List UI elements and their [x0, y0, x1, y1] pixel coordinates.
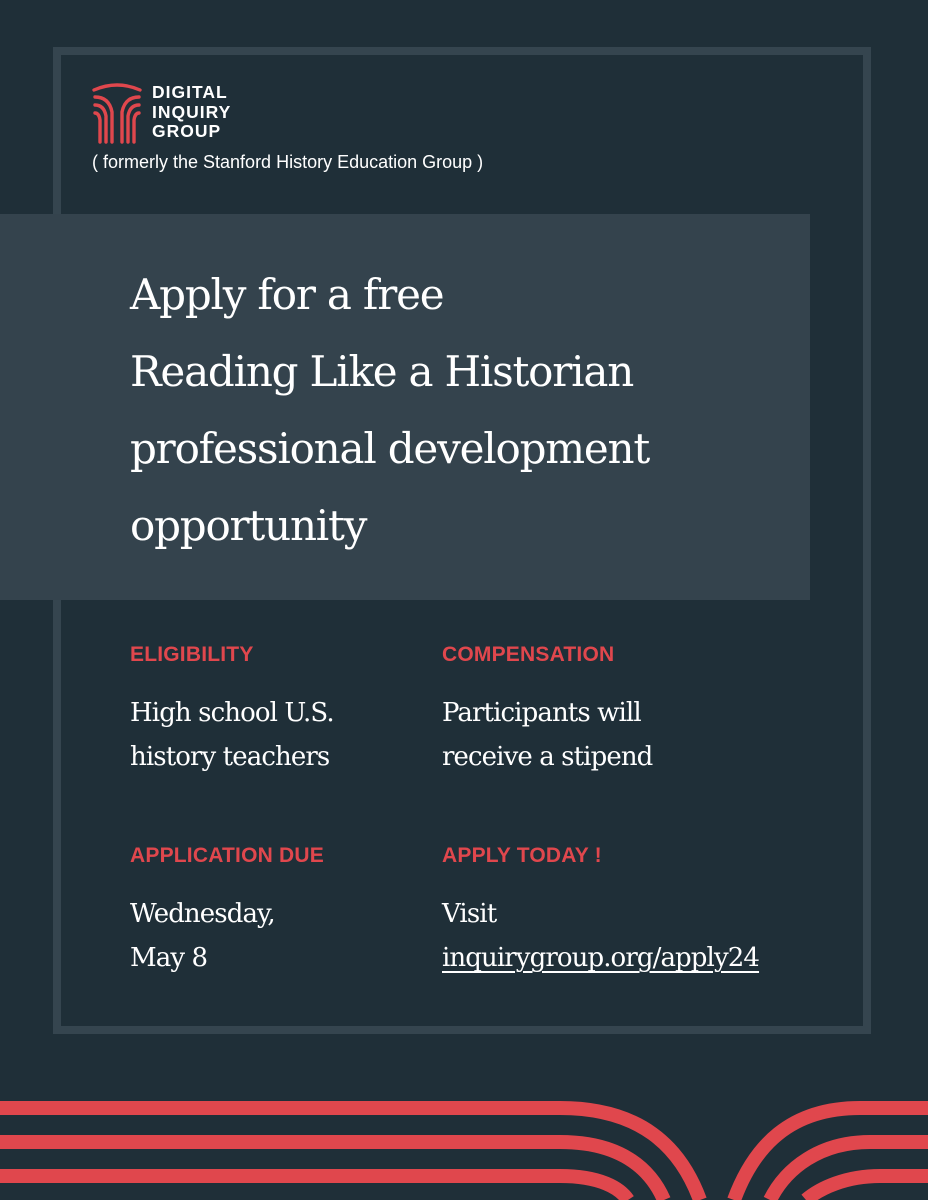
compensation-label: COMPENSATION	[442, 643, 615, 666]
headline-line: Reading Like a Historian	[130, 347, 634, 396]
apply-link[interactable]: inquirygroup.org/apply24	[442, 943, 760, 973]
headline	[130, 256, 649, 564]
decorative-stripes	[0, 1086, 928, 1200]
brand-name-line: DIGITAL	[152, 82, 228, 102]
headline-line: Apply for a free	[130, 270, 444, 319]
headline-line: professional development	[130, 424, 650, 473]
headline-line: opportunity	[130, 501, 367, 550]
eligibility-line: High school U.S.	[130, 698, 334, 728]
compensation-value	[442, 691, 652, 779]
application-due-line: May 8	[130, 943, 208, 973]
application-due-value	[130, 892, 275, 980]
brand-name	[152, 83, 231, 142]
digital-inquiry-group-logo-icon	[92, 82, 142, 144]
stripe	[806, 1176, 928, 1200]
brand-name-line: INQUIRY	[152, 101, 232, 122]
apply-today-label: APPLY TODAY !	[442, 844, 602, 867]
formerly-note: ( formerly the Stanford History Education Group )	[92, 152, 484, 172]
eligibility-label: ELIGIBILITY	[130, 643, 254, 666]
brand-name-line: GROUP	[152, 121, 222, 141]
stripe	[0, 1176, 628, 1200]
visit-text: Visit	[442, 899, 497, 929]
apply-today-value	[442, 892, 759, 980]
application-due-line: Wednesday,	[130, 899, 275, 929]
eligibility-value	[130, 691, 334, 779]
eligibility-line: history teachers	[130, 742, 330, 772]
compensation-line: receive a stipend	[442, 742, 653, 772]
application-due-label: APPLICATION DUE	[130, 844, 324, 867]
compensation-line: Participants will	[442, 698, 641, 728]
